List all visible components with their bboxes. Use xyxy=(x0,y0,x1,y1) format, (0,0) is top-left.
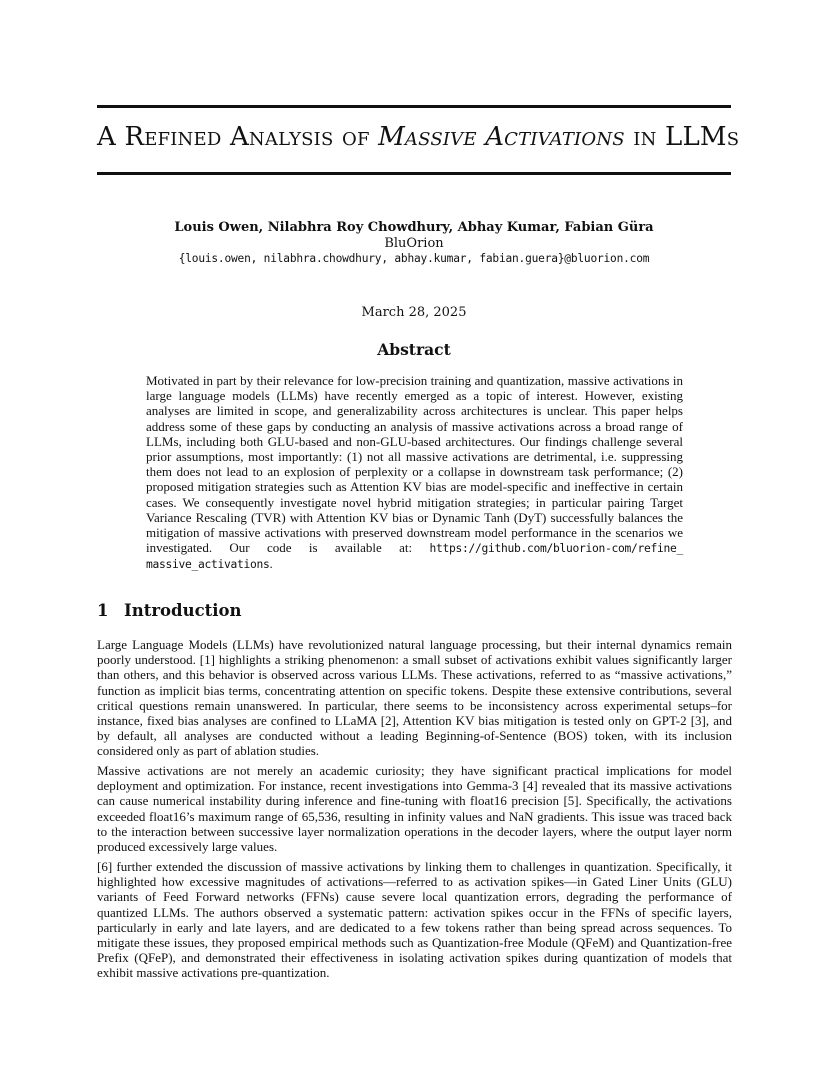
title-part-3: in LLMs xyxy=(624,122,740,152)
author-list: Louis Owen, Nilabhra Roy Chowdhury, Abhay Kumar, Fabian Güra xyxy=(174,220,654,235)
publication-date: March 28, 2025 xyxy=(361,305,467,320)
author-emails[interactable]: {louis.owen, nilabhra.chowdhury, abhay.kumar, fabian.guera}@bluorion.com xyxy=(178,252,650,265)
section-heading-introduction xyxy=(97,601,242,620)
affiliation: BluOrion xyxy=(384,236,444,251)
title-bottom-rule xyxy=(97,172,731,175)
title-top-rule xyxy=(97,105,731,108)
abstract-text: Motivated in part by their relevance for low-precision training and quantization, massive activations in large language models (LLMs) have recently emerged as a topic of interest. However, existing analyses are limited in scope, and generalizability across architectures is unclear. This paper helps address some of these gaps by conducting an analysis of massive activations across a broad range of LLMs, including both GLU-based and non-GLU-based architectures. Our findings challenge several prior assumptions, most importantly: (1) not all massive activations are detrimental, i.e. suppressing them does not lead to an explosion of perplexity or a collapse in downstream task performance; (2) proposed mitigation strategies such as Attention KV bias are model-specific and ineffective in certain cases. We consequently investigate novel hybrid mitigation strategies; in particular pairing Target Variance Rescaling (TVR) with Attention KV bias or Dynamic Tanh (DyT) successfully balances the mitigation of massive activations with preserved downstream model performance in the scenarios we investigated. Our code is available at: xyxy=(146,373,683,556)
code-repo-link[interactable]: https://github.com/bluorion-com/refine_ massive_activations xyxy=(146,542,683,572)
intro-paragraph-2: Massive activations are not merely an academic curiosity; they have significant practical implications for model deployment and optimization. For instance, recent investigations into Gemma-3 [4] revealed that its massive activations can cause numerical instability during inference and fine-tuning with float16 precision [5]. Specifically, the activations exceeded float16’s maximum range of 65,536, resulting in infinity values and NaN gradients. This issue was traced back to the interaction between successive layer normalization operations in the decoder layers, where the output layer norm produced excessively large values. xyxy=(97,763,732,855)
title-part-1: A Refined Analysis of xyxy=(97,122,379,152)
abstract-heading: Abstract xyxy=(377,340,451,359)
intro-paragraph-3: [6] further extended the discussion of massive activations by linking them to challenges in quantization. Specifically, it highlighted how excessive magnitudes of activations—referred to as activation spikes—in Gated Liner Units (GLU) variants of Feed Forward networks (FFNs) cause severe local quantization errors, degrading the performance of quantized LLMs. The authors observed a systematic pattern: activation spikes occur in the FFNs of specific layers, particularly in early and late layers, and are dedicated to a few tokens rather than being spread across sequences. To mitigate these issues, they proposed empirical methods such as Quantization-free Module (QFeM) and Quantization-free Prefix (QFeP), and demonstrated their effectiveness in isolating activation spikes during quantization of models that exhibit massive activations pre-quantization. xyxy=(97,859,732,981)
section-number: 1 xyxy=(97,601,109,620)
intro-paragraph-1: Large Language Models (LLMs) have revolutionized natural language processing, but their internal dynamics remain poorly understood. [1] highlights a striking phenomenon: a small subset of activations exhibit values significantly larger than others, and this behavior is observed across various LLMs. These activations, referred to as “massive activations,” function as implicit bias terms, concentrating attention on specific tokens. Despite these extensive contributions, several critical questions remain unanswered. In particular, there seems to be inconsistency across experimental setups–for instance, fixed bias analyses are confined to LLaMA [2], Attention KV bias mitigation is tested only on GPT-2 [3], and by default, all analyses are conducted without a leading Beginning-of-Sentence (BOS) token, with its inclusion considered only as part of ablation studies. xyxy=(97,637,732,759)
section-title: Introduction xyxy=(124,601,242,620)
title-part-2: Massive Activations xyxy=(378,122,625,152)
abstract-end: . xyxy=(269,556,273,572)
abstract-body xyxy=(146,373,683,573)
paper-title xyxy=(97,122,740,152)
